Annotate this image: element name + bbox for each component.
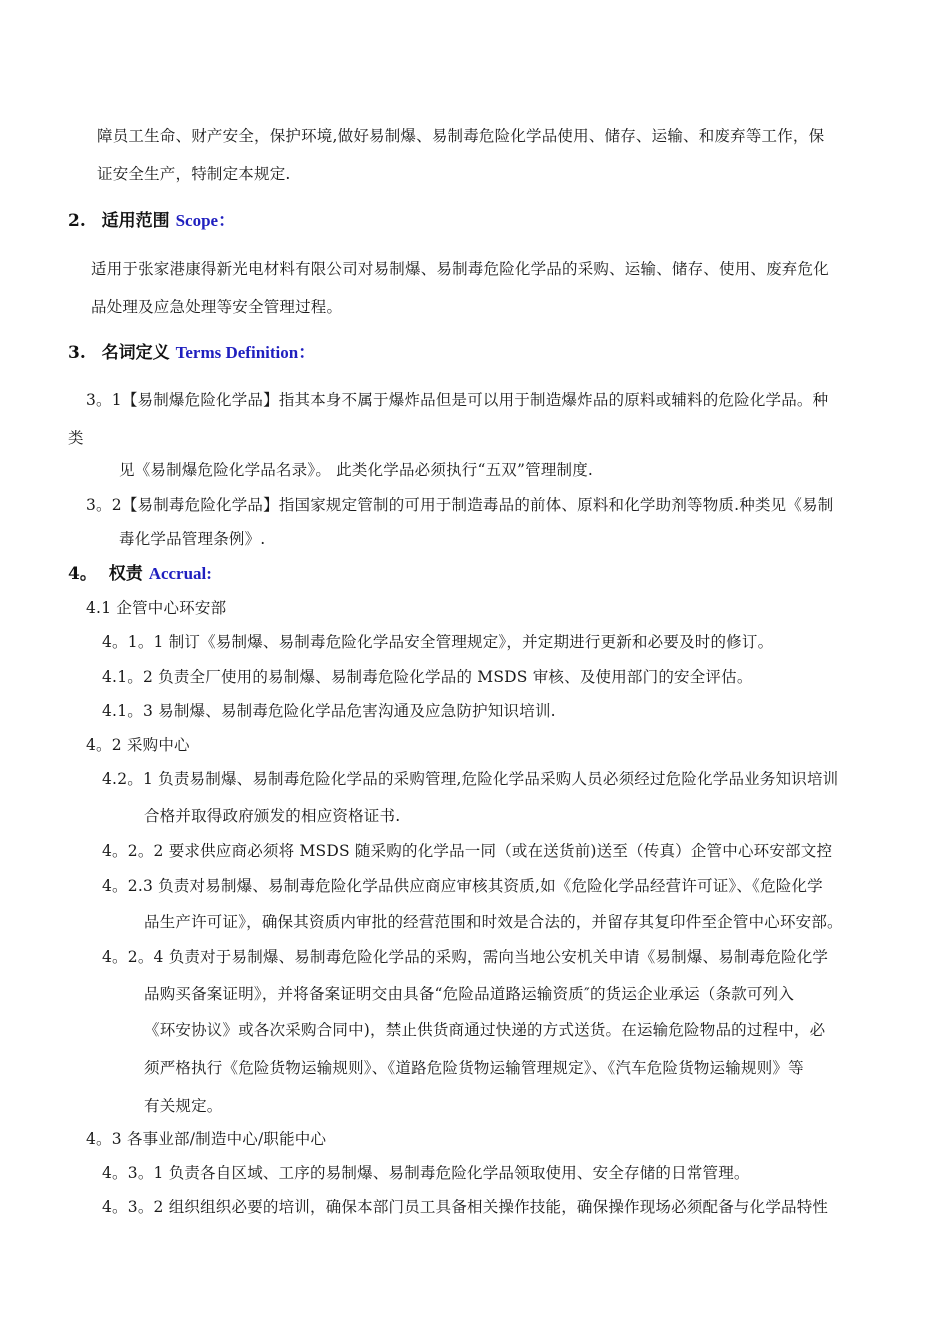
paragraph-line: 适用于张家港康得新光电材料有限公司对易制爆、易制毒危险化学品的采购、运输、储存、使用、废弃危化: [91, 260, 829, 278]
clause-line: 4.1。2 负责全厂使用的易制爆、易制毒危险化学品的 MSDS 审核、及使用部门的安全评估。: [102, 668, 753, 686]
section-title-en: Accrual:: [148, 564, 212, 583]
clause-line: 4。2.3 负责对易制爆、易制毒危险化学品供应商应审核其资质,如《危险化学品经营许可证》、《危险化学: [102, 877, 823, 895]
clause-line: 4。2。2 要求供应商必须将 MSDS 随采购的化学品一同（或在送货前)送至（传真）企管中心环安部文控: [102, 842, 833, 860]
section-number: 2.: [68, 211, 86, 231]
clause-line: 须严格执行《危险货物运输规则》、《道路危险货物运输管理规定》、《汽车危险货物运输规则》等: [144, 1059, 804, 1077]
section-number: 3.: [68, 343, 86, 363]
clause-line: 4。3。1 负责各自区域、工序的易制爆、易制毒危险化学品领取使用、安全存储的日常管理。: [102, 1164, 750, 1182]
section-title-en: Terms Definition：: [175, 343, 316, 362]
clause-line: 有关规定。: [144, 1097, 223, 1115]
section-title-cn: 适用范围: [101, 211, 170, 231]
section-title-cn: 名词定义: [101, 343, 170, 363]
definition-line: 3。1【易制爆危险化学品】指其本身不属于爆炸品但是可以用于制造爆炸品的原料或辅料的危险化学品。种: [86, 391, 829, 409]
section-3-heading: [68, 342, 315, 364]
intro-line: 障员工生命、财产安全，保护环境,做好易制爆、易制毒危险化学品使用、储存、运输、和废弃等工作，保: [97, 127, 825, 145]
definition-line: 类: [68, 429, 84, 447]
section-title-cn: 权责: [108, 564, 143, 584]
subsection-title: 4。2 采购中心: [86, 736, 190, 754]
definition-line: 见《易制爆危险化学品名录》。 此类化学品必须执行“五双”管理制度.: [119, 461, 594, 479]
clause-line: 4.1。3 易制爆、易制毒危险化学品危害沟通及应急防护知识培训.: [102, 702, 556, 720]
clause-line: 4。2。4 负责对于易制爆、易制毒危险化学品的采购，需向当地公安机关申请《易制爆、易制毒危险化学: [102, 948, 829, 966]
clause-line: 品购买备案证明》，并将备案证明交由具备“危险品道路运输资质″的货运企业承运（条款可列入: [144, 985, 795, 1003]
definition-line: 3。2【易制毒危险化学品】指国家规定管制的可用于制造毒品的前体、原料和化学助剂等物质.种类见《易制: [86, 496, 834, 514]
section-2-heading: [68, 210, 235, 232]
clause-line: 4.2。1 负责易制爆、易制毒危险化学品的采购管理,危险化学品采购人员必须经过危险化学品业务知识培训: [102, 770, 839, 788]
section-4-heading: [68, 563, 212, 585]
clause-line: 4。1。1 制订《易制爆、易制毒危险化学品安全管理规定》，并定期进行更新和必要及时的修订。: [102, 633, 774, 651]
paragraph-line: 品处理及应急处理等安全管理过程。: [91, 298, 343, 316]
clause-line: 《环安协议》或各次采购合同中)，禁止供货商通过快递的方式送货。在运输危险物品的过程中，必: [144, 1021, 826, 1039]
clause-line: 品生产许可证》，确保其资质内审批的经营范围和时效是合法的，并留存其复印件至企管中心环安部。: [144, 913, 843, 931]
subsection-title: 4.1 企管中心环安部: [86, 599, 227, 617]
intro-line: 证安全生产，特制定本规定.: [97, 165, 291, 183]
section-title-en: Scope：: [175, 211, 236, 230]
clause-line: 合格并取得政府颁发的相应资格证书.: [144, 807, 401, 825]
subsection-title: 4。3 各事业部/制造中心/职能中心: [86, 1130, 327, 1148]
section-number: 4。: [68, 564, 97, 584]
clause-line: 4。3。2 组织组织必要的培训，确保本部门员工具备相关操作技能，确保操作现场必须配备与化学品特性: [102, 1198, 829, 1216]
definition-line: 毒化学品管理条例》.: [119, 530, 266, 548]
